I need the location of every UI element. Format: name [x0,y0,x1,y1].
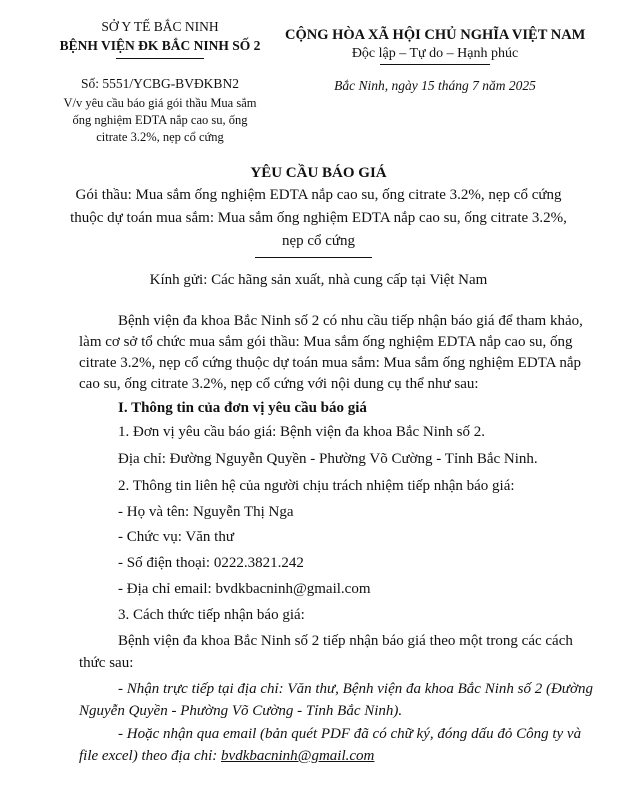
package-line-1: Gói thầu: Mua sắm ống nghiệm EDTA nắp cao su, ống citrate 3.2%, nẹp cổ cứng [75,187,562,203]
intro-line-3: citrate 3.2%, nẹp cổ cứng thuộc dự toán mua sắm: Mua sắm ống nghiệm EDTA nắp [79,355,582,371]
receive-line-1: Bệnh viện đa khoa Bắc Ninh số 2 tiếp nhận báo giá theo một trong các cách [118,633,573,649]
item-contact-heading: 2. Thông tin liên hệ của người chịu trách nhiệm tiếp nhận báo giá: [118,478,515,494]
option-2-prefix: file excel) theo địa chỉ: [79,748,222,764]
intro-line-1: Bệnh viện đa khoa Bắc Ninh số 2 có nhu cầu tiếp nhận báo giá để tham khảo, [118,313,583,329]
department-name: SỞ Y TẾ BẮC NINH [101,19,219,34]
hospital-name: BỆNH VIỆN ĐK BẮC NINH SỐ 2 [59,38,261,53]
item-contact-email: - Địa chỉ email: bvdkbacninh@gmail.com [118,581,371,597]
package-line-2: thuộc dự toán mua sắm: Mua sắm ống nghiệm EDTA nắp cao su, ống citrate 3.2%, [70,210,567,226]
place-date: Bắc Ninh, ngày 15 tháng 7 năm 2025 [334,78,536,93]
intro-line-2: làm cơ sở tổ chức mua sắm gói thầu: Mua sắm ống nghiệm EDTA nắp cao su, ống [79,334,573,350]
item-contact-position: - Chức vụ: Văn thư [118,529,234,545]
option-1-line-1: - Nhận trực tiếp tại địa chỉ: Văn thư, Bệnh viện đa khoa Bắc Ninh số 2 (Đường [118,681,593,697]
option-2-line-1: - Hoặc nhận qua email (bản quét PDF đã có chữ ký, đóng dấu đỏ Công ty và [118,726,582,742]
document-number: Số: 5551/YCBG-BVĐKBN2 [81,76,239,91]
motto-underline [380,64,490,65]
item-contact-phone: - Số điện thoại: 0222.3821.242 [118,555,304,571]
item-unit: 1. Đơn vị yêu cầu báo giá: Bệnh viện đa khoa Bắc Ninh số 2. [118,424,486,440]
subject-line-1: V/v yêu cầu báo giá gói thầu Mua sắm [63,96,257,110]
option-2-line-2 [79,748,374,765]
item-receive-heading: 3. Cách thức tiếp nhận báo giá: [118,607,305,623]
document-title: YÊU CẦU BÁO GIÁ [250,165,387,181]
recipient: Kính gửi: Các hãng sản xuất, nhà cung cấp tại Việt Nam [149,272,488,288]
receive-line-2: thức sau: [79,655,134,671]
intro-line-4: cao su, ống citrate 3.2%, nẹp cổ cứng với nội dung cụ thể như sau: [79,376,479,392]
hospital-underline [116,58,204,59]
title-underline [255,257,372,258]
package-line-3: nẹp cổ cứng [281,233,356,249]
subject-line-2: ống nghiệm EDTA nắp cao su, ống [72,113,248,127]
option-1-line-2: Nguyễn Quyền - Phường Võ Cường - Tỉnh Bắc Ninh). [79,703,403,719]
country-name: CỘNG HÒA XÃ HỘI CHỦ NGHĨA VIỆT NAM [285,27,586,43]
subject-line-3: citrate 3.2%, nẹp cổ cứng [96,130,224,144]
item-contact-name: - Họ và tên: Nguyễn Thị Nga [118,504,294,520]
section-1-heading: I. Thông tin của đơn vị yêu cầu báo giá [118,400,367,416]
national-motto: Độc lập – Tự do – Hạnh phúc [351,46,519,61]
email-link[interactable]: bvdkbacninh@gmail.com [221,748,375,764]
item-address: Địa chỉ: Đường Nguyễn Quyền - Phường Võ Cường - Tỉnh Bắc Ninh. [118,451,538,467]
